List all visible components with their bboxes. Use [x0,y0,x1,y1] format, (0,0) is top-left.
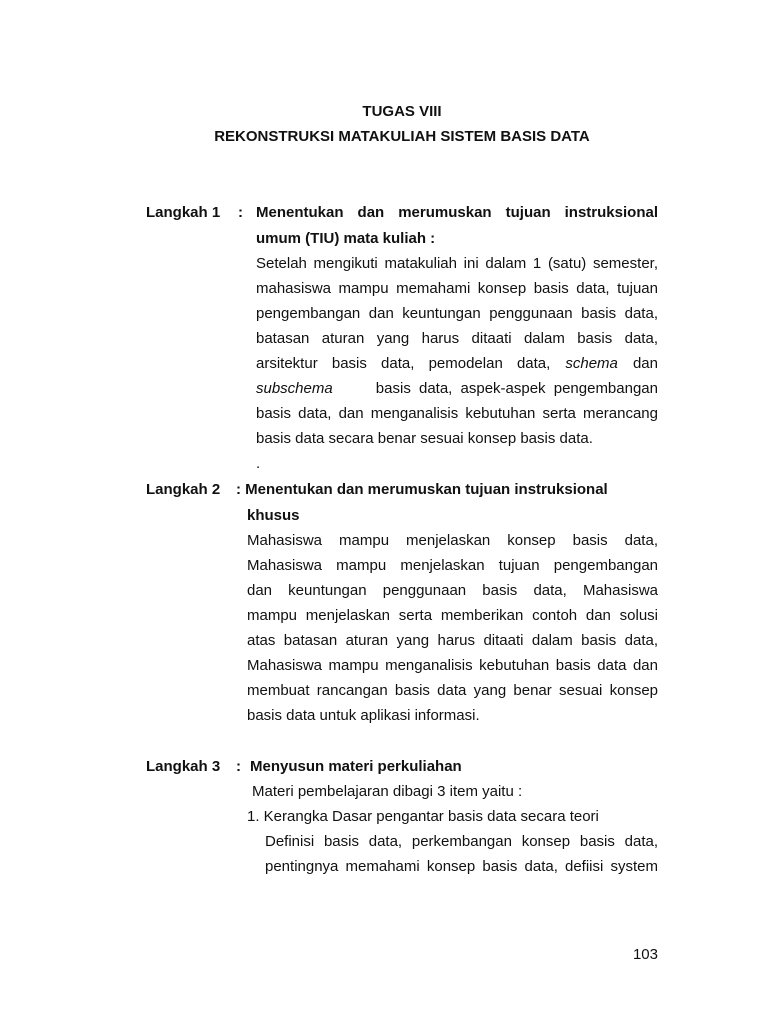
step1-body-italic: subschema [256,380,333,397]
step1-label-text: Langkah 1 [146,204,221,221]
step3-separator: : [236,758,241,775]
step1-body-line: mahasiswa mampu memahami konsep basis data, tujuan [256,280,658,297]
step3-item1-line: pentingnya memahami konsep basis data, defiisi system [265,858,658,875]
step1-body-line: Setelah mengikuti matakuliah ini dalam 1 (satu) semester, [256,255,658,272]
step1-body-text: dan [632,355,658,372]
step1-body-italic: schema [565,355,618,372]
step2-body-line: Mahasiswa mampu menganalisis kebutuhan basis data dan [247,657,658,674]
step2-body-line: membuat rancangan basis data yang benar sesuai konsep [247,682,658,699]
step1-body-line [256,355,658,373]
step2-body-line: Mahasiswa mampu menjelaskan tujuan pengembangan [247,557,658,574]
step1-label [146,204,220,221]
step2-body-line: Mahasiswa mampu menjelaskan konsep basis data, [247,532,658,549]
step3-label: Langkah 3 [146,758,221,775]
step3-item1-line: Definisi basis data, perkembangan konsep basis data, [265,833,658,850]
step1-body-line [256,380,658,398]
step1-heading-line1: Menentukan dan merumuskan tujuan instruksional [256,204,658,221]
step2-body-line: dan keuntungan penggunaan basis data, Mahasiswa [247,582,658,599]
step3-intro: Materi pembelajaran dibagi 3 item yaitu : [252,783,523,800]
step3-heading: Menyusun materi perkuliahan [250,758,462,775]
step2-body-line: basis data untuk aplikasi informasi. [247,707,480,724]
step1-body-line: . [256,455,261,472]
step2-heading-line2: khusus [247,507,300,524]
step1-body-line: basis data, dan menganalisis kebutuhan serta merancang [256,405,658,422]
step2-heading-line1: : Menentukan dan merumuskan tujuan instruksional [236,481,608,498]
step1-body-line: basis data secara benar sesuai konsep basis data. [256,430,593,447]
document-subtitle: REKONSTRUKSI MATAKULIAH SISTEM BASIS DATA [214,128,590,145]
step2-body-line: mampu menjelaskan serta memberikan contoh dan solusi [247,607,658,624]
step2-body-line: atas batasan aturan yang harus ditaati dalam basis data, [247,632,658,649]
page-number: 103 [632,946,658,963]
step1-body-line: batasan aturan yang harus ditaati dalam basis data, [256,330,658,347]
step2-label: Langkah 2 [146,481,221,498]
step1-body-text: arsitektur basis data, pemodelan data, [256,355,551,372]
step3-item1-title: 1. Kerangka Dasar pengantar basis data secara teori [247,808,599,825]
step1-heading-line2: umum (TIU) mata kuliah : [256,230,436,247]
step1-body-line: pengembangan dan keuntungan penggunaan basis data, [256,305,658,322]
step1-body-text: basis data, aspek-aspek pengembangan [375,380,658,397]
document-title: TUGAS VIII [362,103,442,120]
step1-separator: : [238,204,243,221]
